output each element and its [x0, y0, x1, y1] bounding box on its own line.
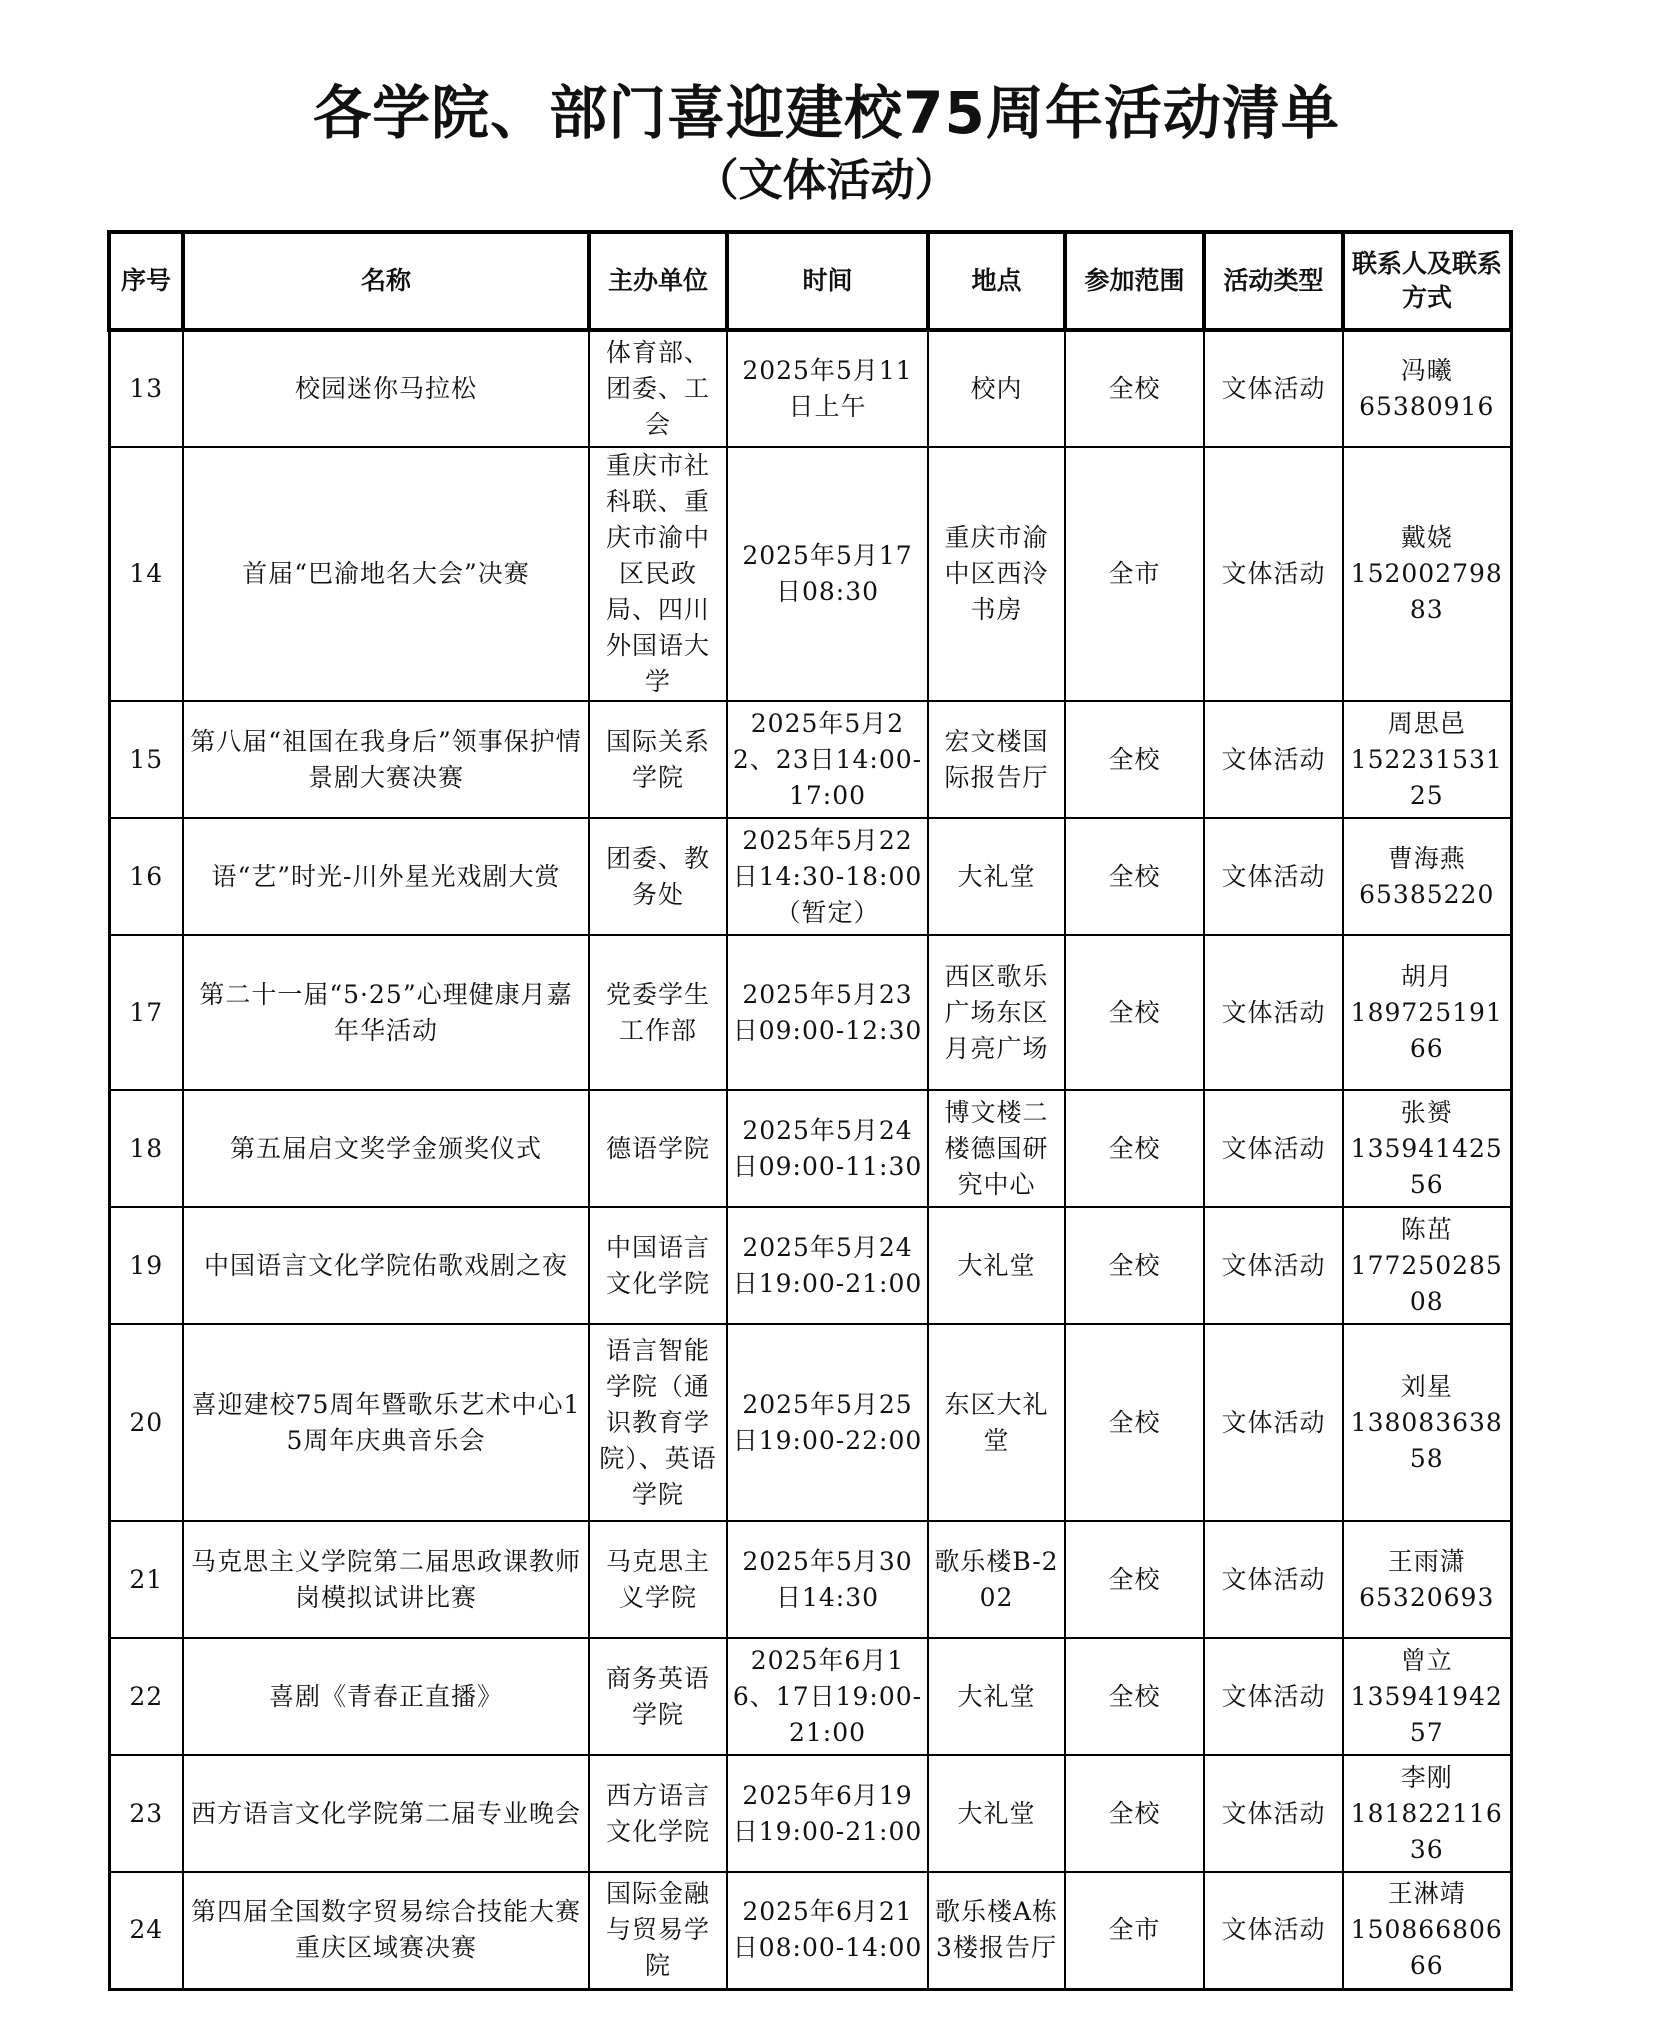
cell-place: 西区歌乐广场东区月亮广场: [928, 935, 1065, 1090]
cell-name: 喜迎建校75周年暨歌乐艺术中心15周年庆典音乐会: [183, 1324, 589, 1521]
cell-no: 23: [109, 1755, 183, 1872]
cell-time: 2025年6月16、17日19:00-21:00: [727, 1638, 928, 1755]
cell-time: 2025年5月30日14:30: [727, 1521, 928, 1638]
contact-phone: 65320693: [1359, 1582, 1495, 1612]
table-row: [109, 1755, 1511, 1872]
header-type: 活动类型: [1204, 232, 1343, 330]
cell-organizer: 中国语言文化学院: [589, 1207, 727, 1324]
cell-organizer: 马克思主义学院: [589, 1521, 727, 1638]
header-organizer: 主办单位: [589, 232, 727, 330]
cell-time: 2025年5月17日08:30: [727, 447, 928, 701]
contact-phone: 18972519166: [1350, 997, 1503, 1063]
cell-no: 21: [109, 1521, 183, 1638]
contact-phone: 15086680666: [1350, 1915, 1503, 1981]
cell-organizer: 国际关系学院: [589, 701, 727, 818]
cell-contact: [1343, 1638, 1511, 1755]
contact-name: 冯曦: [1400, 356, 1453, 385]
cell-name: 西方语言文化学院第二届专业晚会: [183, 1755, 589, 1872]
contact-phone: 13594142556: [1350, 1133, 1503, 1199]
cell-type: 文体活动: [1204, 1090, 1343, 1207]
table-row: [109, 935, 1511, 1090]
cell-name: 校园迷你马拉松: [183, 330, 589, 447]
header-contact: 联系人及联系方式: [1343, 232, 1511, 330]
contact-name: 陈茁: [1400, 1214, 1453, 1244]
contact-phone: 15223153125: [1350, 744, 1503, 810]
contact-name: 王雨潇: [1387, 1546, 1466, 1576]
cell-name: 中国语言文化学院佑歌戏剧之夜: [183, 1207, 589, 1324]
cell-contact: [1343, 1872, 1511, 1989]
table-row: [109, 1207, 1511, 1324]
cell-place: 博文楼二楼德国研究中心: [928, 1090, 1065, 1207]
cell-no: 19: [109, 1207, 183, 1324]
cell-type: 文体活动: [1204, 818, 1343, 935]
cell-scope: 全校: [1065, 701, 1204, 818]
cell-place: 大礼堂: [928, 1755, 1065, 1872]
cell-contact: [1343, 935, 1511, 1090]
contact-name: 曹海燕: [1387, 843, 1466, 873]
cell-place: 宏文楼国际报告厅: [928, 701, 1065, 818]
cell-organizer: 语言智能学院（通识教育学院）、英语学院: [589, 1324, 727, 1521]
contact-name: 戴娆: [1400, 523, 1453, 552]
cell-place: 东区大礼堂: [928, 1324, 1065, 1521]
cell-contact: [1343, 1324, 1511, 1521]
cell-type: 文体活动: [1204, 1207, 1343, 1324]
contact-phone: 17725028508: [1350, 1250, 1503, 1316]
table-row: [109, 1324, 1511, 1521]
cell-time: 2025年6月21日08:00-14:00: [727, 1872, 928, 1989]
cell-organizer: 德语学院: [589, 1090, 727, 1207]
document-subtitle: （文体活动）: [694, 155, 959, 206]
cell-scope: 全校: [1065, 818, 1204, 935]
cell-name: 马克思主义学院第二届思政课教师岗模拟试讲比赛: [183, 1521, 589, 1638]
cell-organizer: 团委、教务处: [589, 818, 727, 935]
table-row: [109, 1521, 1511, 1638]
cell-no: 14: [109, 447, 183, 701]
cell-type: 文体活动: [1204, 1755, 1343, 1872]
cell-place: 大礼堂: [928, 1638, 1065, 1755]
cell-place: 重庆市渝中区西泠书房: [928, 447, 1065, 701]
cell-name: 第二十一届“5·25”心理健康月嘉年华活动: [183, 935, 589, 1090]
cell-name: 语“艺”时光-川外星光戏剧大赏: [183, 818, 589, 935]
header-time: 时间: [727, 232, 928, 330]
cell-no: 24: [109, 1872, 183, 1989]
cell-type: 文体活动: [1204, 1324, 1343, 1521]
cell-scope: 全校: [1065, 1090, 1204, 1207]
cell-contact: [1343, 818, 1511, 935]
activity-table: [107, 230, 1513, 1991]
table-row: [109, 1090, 1511, 1207]
cell-time: 2025年5月23日09:00-12:30: [727, 935, 928, 1090]
table-row: [109, 447, 1511, 701]
cell-name: 第四届全国数字贸易综合技能大赛重庆区域赛决赛: [183, 1872, 589, 1989]
cell-contact: [1343, 1755, 1511, 1872]
cell-scope: 全校: [1065, 1207, 1204, 1324]
cell-no: 13: [109, 330, 183, 447]
cell-time: 2025年5月22、23日14:00-17:00: [727, 701, 928, 818]
cell-name: 第八届“祖国在我身后”领事保护情景剧大赛决赛: [183, 701, 589, 818]
cell-place: 歌乐楼A栋3楼报告厅: [928, 1872, 1065, 1989]
document-title: 各学院、部门喜迎建校75周年活动清单: [313, 79, 1340, 147]
cell-place: 校内: [928, 330, 1065, 447]
cell-contact: [1343, 447, 1511, 701]
cell-scope: 全校: [1065, 1521, 1204, 1638]
cell-scope: 全校: [1065, 935, 1204, 1090]
cell-contact: [1343, 1207, 1511, 1324]
cell-type: 文体活动: [1204, 330, 1343, 447]
cell-organizer: 商务英语学院: [589, 1638, 727, 1755]
cell-type: 文体活动: [1204, 447, 1343, 701]
cell-organizer: 体育部、团委、工会: [589, 330, 727, 447]
cell-time: 2025年5月11日上午: [727, 330, 928, 447]
cell-place: 大礼堂: [928, 818, 1065, 935]
cell-no: 15: [109, 701, 183, 818]
contact-name: 刘星: [1400, 1371, 1453, 1401]
cell-time: 2025年5月24日19:00-21:00: [727, 1207, 928, 1324]
cell-type: 文体活动: [1204, 1638, 1343, 1755]
table-row: [109, 1638, 1511, 1755]
cell-name: 第五届启文奖学金颁奖仪式: [183, 1090, 589, 1207]
contact-name: 李刚: [1400, 1762, 1453, 1792]
table-header-row: [109, 232, 1511, 330]
cell-organizer: 党委学生工作部: [589, 935, 727, 1090]
cell-contact: [1343, 1521, 1511, 1638]
contact-phone: 13594194257: [1350, 1681, 1503, 1747]
table-row: [109, 1872, 1511, 1989]
cell-name: 首届“巴渝地名大会”决赛: [183, 447, 589, 701]
cell-contact: [1343, 1090, 1511, 1207]
cell-no: 22: [109, 1638, 183, 1755]
cell-scope: 全校: [1065, 1755, 1204, 1872]
cell-scope: 全市: [1065, 1872, 1204, 1989]
cell-time: 2025年5月25日19:00-22:00: [727, 1324, 928, 1521]
header-name: 名称: [183, 232, 589, 330]
contact-name: 曾立: [1400, 1645, 1453, 1675]
table-row: [109, 330, 1511, 447]
cell-scope: 全市: [1065, 447, 1204, 701]
header-scope: 参加范围: [1065, 232, 1204, 330]
cell-organizer: 重庆市社科联、重庆市渝中区民政局、四川外国语大学: [589, 447, 727, 701]
cell-organizer: 国际金融与贸易学院: [589, 1872, 727, 1989]
contact-name: 张赟: [1400, 1097, 1453, 1127]
header-place: 地点: [928, 232, 1065, 330]
contact-name: 胡月: [1400, 961, 1453, 991]
cell-type: 文体活动: [1204, 1872, 1343, 1989]
cell-contact: [1343, 701, 1511, 818]
contact-name: 王淋靖: [1387, 1879, 1466, 1909]
cell-organizer: 西方语言文化学院: [589, 1755, 727, 1872]
cell-no: 16: [109, 818, 183, 935]
contact-phone: 18182211636: [1350, 1798, 1503, 1864]
cell-no: 17: [109, 935, 183, 1090]
cell-scope: 全校: [1065, 1324, 1204, 1521]
cell-type: 文体活动: [1204, 1521, 1343, 1638]
cell-no: 20: [109, 1324, 183, 1521]
cell-time: 2025年5月22日14:30-18:00（暂定）: [727, 818, 928, 935]
cell-time: 2025年6月19日19:00-21:00: [727, 1755, 928, 1872]
cell-type: 文体活动: [1204, 935, 1343, 1090]
cell-contact: [1343, 330, 1511, 447]
cell-type: 文体活动: [1204, 701, 1343, 818]
contact-phone: 15200279883: [1350, 559, 1503, 624]
cell-time: 2025年5月24日09:00-11:30: [727, 1090, 928, 1207]
header-no: 序号: [109, 232, 183, 330]
table-row: [109, 818, 1511, 935]
contact-phone: 65380916: [1359, 392, 1495, 421]
contact-name: 周思邑: [1387, 708, 1466, 738]
contact-phone: 65385220: [1359, 879, 1495, 909]
cell-name: 喜剧《青春正直播》: [183, 1638, 589, 1755]
cell-place: 歌乐楼B-202: [928, 1521, 1065, 1638]
cell-place: 大礼堂: [928, 1207, 1065, 1324]
table-row: [109, 701, 1511, 818]
cell-scope: 全校: [1065, 330, 1204, 447]
contact-phone: 13808363858: [1350, 1407, 1503, 1473]
cell-no: 18: [109, 1090, 183, 1207]
cell-scope: 全校: [1065, 1638, 1204, 1755]
